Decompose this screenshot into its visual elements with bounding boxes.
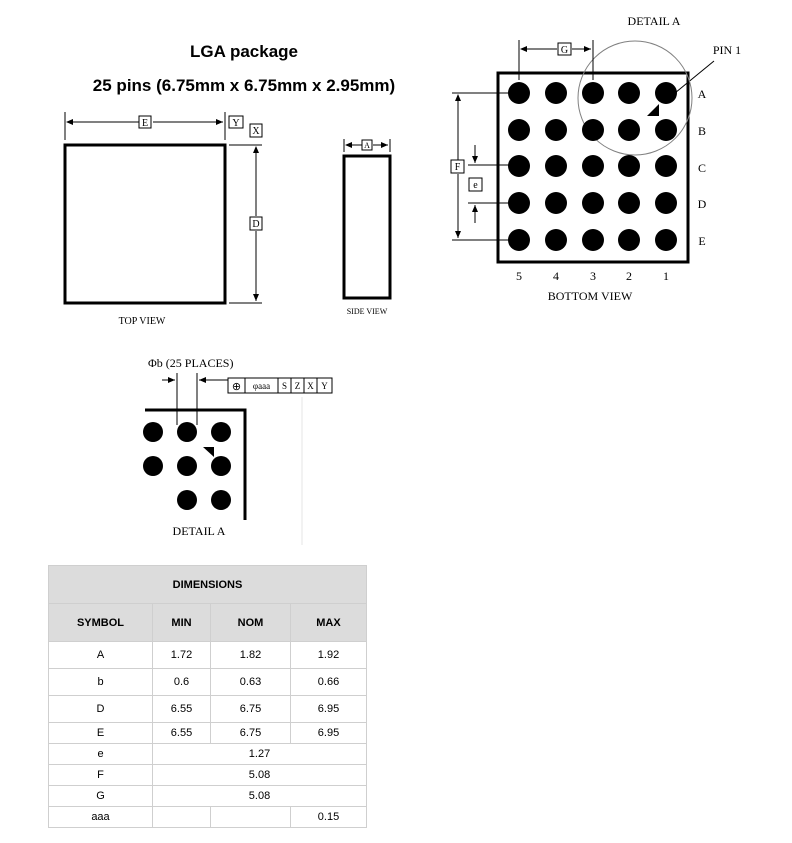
detail-pad [211, 456, 231, 476]
dim-g-label: G [560, 45, 569, 56]
bottom-pad [655, 82, 677, 104]
cell-symbol: e [49, 744, 153, 765]
cell-value: 1.27 [153, 744, 367, 765]
cell-min: 6.55 [153, 723, 211, 744]
cell-nom: 1.82 [211, 642, 291, 669]
datum-y: Y [321, 381, 328, 391]
bottom-pad [582, 192, 604, 214]
cell-max: 0.66 [291, 669, 367, 696]
bottom-pad [545, 229, 567, 251]
bottom-pad-grid [508, 82, 677, 251]
row-label-a: A [697, 87, 707, 101]
pin1-marker [647, 104, 659, 116]
header-max: MAX [291, 604, 367, 642]
detail-a-view [143, 356, 332, 545]
cell-min: 0.6 [153, 669, 211, 696]
detail-pad [177, 456, 197, 476]
tolerance-mod-s: S [281, 381, 288, 391]
dim-a-label: A [364, 141, 370, 150]
bottom-pad [508, 229, 530, 251]
cell-symbol: G [49, 786, 153, 807]
row-label-b: B [697, 124, 707, 138]
datum-x: X [307, 381, 314, 391]
bottom-pad [655, 192, 677, 214]
cell-value: 5.08 [153, 765, 367, 786]
col-label-3: 3 [590, 269, 596, 283]
page-title: LGA package [189, 42, 299, 61]
dimensions-title: DIMENSIONS [49, 566, 367, 604]
datum-z: Z [294, 381, 301, 391]
bottom-pad [655, 229, 677, 251]
cell-max: 1.92 [291, 642, 367, 669]
bottom-view [451, 14, 741, 303]
row-label-c: C [697, 161, 707, 175]
detail-pad [211, 422, 231, 442]
bottom-pad [508, 119, 530, 141]
cell-nom: 0.63 [211, 669, 291, 696]
tolerance-frame [228, 378, 332, 393]
col-label-2: 2 [626, 269, 632, 283]
tag-x-label: X [252, 126, 260, 137]
phi-b-label: Φb (25 PLACES) [148, 356, 234, 370]
bottom-pad [655, 119, 677, 141]
cell-symbol: A [49, 642, 153, 669]
detail-pad [177, 490, 197, 510]
col-label-1: 1 [663, 269, 669, 283]
detail-pad [211, 490, 231, 510]
row-label-e: E [698, 234, 706, 248]
position-tolerance-icon: ⊕ [231, 381, 242, 393]
row-label-d: D [697, 197, 707, 211]
table-row [49, 723, 367, 744]
bottom-pad [618, 155, 640, 177]
pin1-label: PIN 1 [712, 43, 742, 57]
tolerance-value: φaaa [252, 381, 271, 391]
cell-symbol: E [49, 723, 153, 744]
bottom-pad [508, 192, 530, 214]
top-view-outline [65, 145, 225, 303]
cell-symbol: b [49, 669, 153, 696]
detail-pad [143, 422, 163, 442]
detail-pad [177, 422, 197, 442]
bottom-pad [545, 155, 567, 177]
dimensions-table [48, 565, 367, 828]
cell-min: 1.72 [153, 642, 211, 669]
header-nom: NOM [211, 604, 291, 642]
table-row [49, 807, 367, 828]
cell-symbol: F [49, 765, 153, 786]
cell-min: 6.55 [153, 696, 211, 723]
bottom-pad [582, 119, 604, 141]
side-view-outline [344, 156, 390, 298]
table-row [49, 669, 367, 696]
header-symbol: SYMBOL [49, 604, 153, 642]
dim-d-label: D [252, 219, 260, 230]
bottom-pad [508, 82, 530, 104]
bottom-view-caption: BOTTOM VIEW [547, 289, 633, 303]
bottom-pad [582, 82, 604, 104]
detail-pad [143, 456, 163, 476]
table-row [49, 642, 367, 669]
col-label-4: 4 [553, 269, 559, 283]
dim-f-label: F [454, 162, 461, 173]
bottom-pad [655, 155, 677, 177]
bottom-pad [618, 192, 640, 214]
cell-symbol: aaa [49, 807, 153, 828]
table-row [49, 765, 367, 786]
cell-symbol: D [49, 696, 153, 723]
cell-nom [211, 807, 291, 828]
side-view [344, 139, 390, 316]
detail-pin1-marker [203, 447, 214, 457]
bottom-pad [582, 155, 604, 177]
table-row [49, 744, 367, 765]
bottom-pad [618, 82, 640, 104]
bottom-pad [545, 192, 567, 214]
top-view-caption: TOP VIEW [118, 316, 166, 327]
side-view-caption: SIDE VIEW [346, 307, 388, 316]
cell-max: 6.95 [291, 696, 367, 723]
detail-a-caption: DETAIL A [172, 524, 226, 538]
bottom-pad [582, 229, 604, 251]
bottom-pad [618, 119, 640, 141]
bottom-pad [508, 155, 530, 177]
detail-pad-grid [143, 422, 231, 510]
table-row [49, 786, 367, 807]
bottom-pad [545, 119, 567, 141]
header-min: MIN [153, 604, 211, 642]
tag-y-label: Y [232, 118, 240, 129]
dim-e-pitch-label: e [473, 180, 478, 191]
cell-max: 6.95 [291, 723, 367, 744]
cell-min [153, 807, 211, 828]
bottom-pad [545, 82, 567, 104]
cell-nom: 6.75 [211, 723, 291, 744]
cell-nom: 6.75 [211, 696, 291, 723]
col-label-5: 5 [516, 269, 522, 283]
detail-a-label: DETAIL A [627, 14, 681, 28]
cell-max: 0.15 [291, 807, 367, 828]
cell-value: 5.08 [153, 786, 367, 807]
top-view [65, 112, 262, 327]
page-subtitle: 25 pins (6.75mm x 6.75mm x 2.95mm) [92, 76, 396, 95]
dim-e-label: E [141, 118, 149, 129]
bottom-pad [618, 229, 640, 251]
table-row [49, 696, 367, 723]
